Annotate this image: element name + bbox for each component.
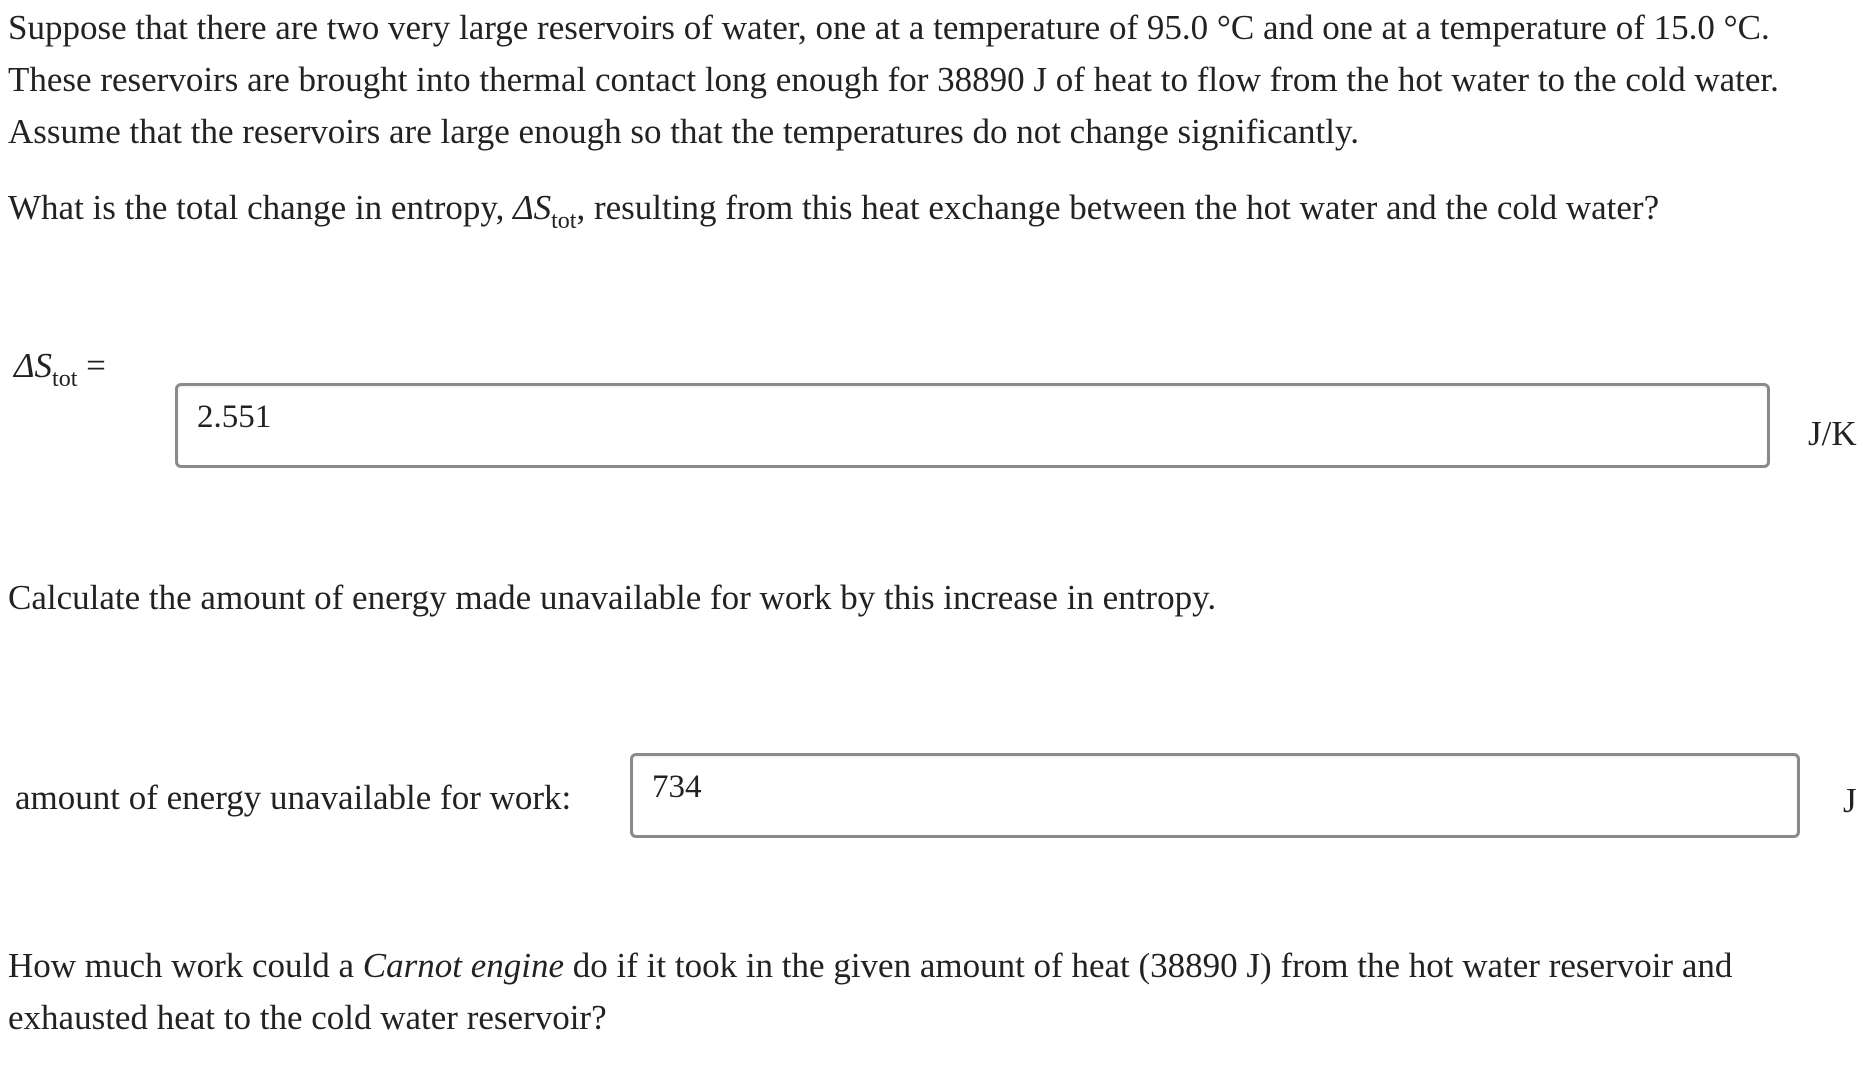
entropy-answer-field[interactable]: [175, 383, 1770, 468]
question-carnot-work: How much work could a Carnot engine do if it took in the given amount of heat (38890 J) from the hot water reservoir and exhausted heat to the cold water reservoir?: [8, 946, 1733, 1037]
entropy-symbol: ΔS: [513, 188, 552, 227]
energy-answer-label: amount of energy unavailable for work:: [15, 778, 572, 817]
cold-temperature: 15.0 °C: [1653, 8, 1761, 47]
heat-amount: 38890 J: [937, 60, 1048, 99]
entropy-subscript: tot: [551, 208, 577, 234]
energy-unit: J: [1843, 781, 1857, 820]
question-entropy: What is the total change in entropy, $\Delta S_{tot}$, resulting from this heat exchange between the hot water and the cold water?: [8, 188, 1660, 234]
carnot-engine-term: Carnot engine: [362, 946, 565, 985]
energy-answer-field[interactable]: [630, 753, 1800, 838]
heat-amount-repeat: 38890 J: [1150, 946, 1261, 985]
question-energy-unavailable: Calculate the amount of energy made unavailable for work by this increase in entropy.: [8, 578, 1217, 617]
entropy-answer-input[interactable]: [178, 386, 1767, 465]
entropy-unit: J/K: [1808, 414, 1857, 453]
problem-statement: Suppose that there are two very large reservoirs of water, one at a temperature of 95.0 °C and one at a temperature of 15.0 °C. These reservoirs are brought into thermal contact long enough for 38890 J of heat to flow from the hot water to the cold water. Assume that the reservoirs are large enough so that the temperatures do not change significantly.: [8, 8, 1779, 151]
hot-temperature: 95.0 °C: [1146, 8, 1255, 47]
energy-answer-input[interactable]: [633, 756, 1797, 835]
entropy-answer-label: $\Delta S_{tot}$ =: [14, 346, 106, 392]
